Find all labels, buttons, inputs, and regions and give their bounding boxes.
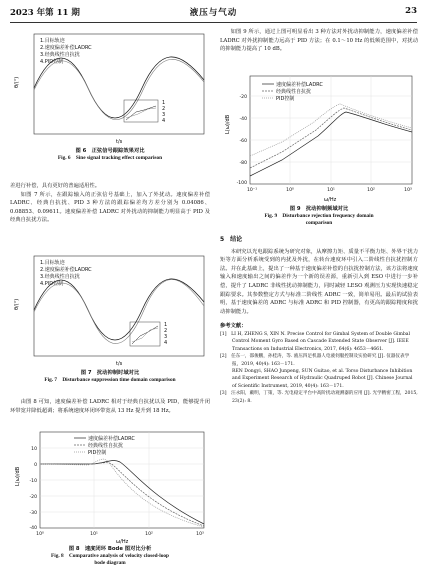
fig9-caption-en-1: Fig. 9 Disturbance rejection frequency domain <box>264 213 374 219</box>
fig8-legend-2: 经典线性自抗扰 <box>88 443 124 449</box>
fig7-plot <box>12 252 208 370</box>
fig9-ytick-2: -40 <box>239 117 247 122</box>
fig9-legend-3: PID控制 <box>276 96 295 102</box>
fig8-ytick-4: -20 <box>29 495 37 500</box>
fig9-xtick-4: 10² <box>367 188 375 193</box>
right-text-block-1 <box>220 28 418 54</box>
fig6-callout-3: 3 <box>162 112 166 118</box>
fig9-ylabel: L(ω)/dB <box>225 114 231 134</box>
conclusion-paragraph: 本研究以光电跟踪系统为研究对象，从摩擦力矩、质量不平衡力矩、外界干扰力矩等方面分析系统受到的内扰及外扰，在转台速度环中引入二阶线性自抗扰控制方法。并在此基础上，提出了一种基于速度偏差补偿的自抗扰控制方法，该方法将速度输入和速度输出之间的偏差作为一个新的误差源，重新引入到 ESO 中进行一步补偿，提升了 LADRC 非线性扰动抑制能力，同时减轻 LESO 观测压力实现快速稳定跟踪要求。其参数整定方式与标准二阶线性 ADRC 一致，简单易用。最后的试验表明，基于速度偏差的 ADRC 与标准 ADRC 和 PID 控制器，有更高的跟踪精度和扰动抑制能力。 <box>220 248 418 315</box>
fig8-ytick-3: -10 <box>29 479 37 484</box>
fig8-xtick-3: 10² <box>145 532 153 537</box>
page-header <box>10 6 417 20</box>
references-heading: 参考文献： <box>220 323 247 330</box>
left-paragraph-2: 如图 7 所示，在跟踪输入的正弦信号基础上，加入了外扰动。速度偏差补偿 LADRC、经典自抗扰、PID 3 种方法的跟踪偏差均方差分别为 0.04086、0.08853、0.09611。速度偏差补偿 LADRC 对外扰动的抑制能力明显高于 PID 及经典自抗扰方法。 <box>10 191 210 224</box>
fig6-legend-1: 1.目标轨迹 <box>40 38 65 44</box>
fig7-zoom-box <box>130 322 160 346</box>
fig7-legend-2: 2.速度偏差补偿LADRC <box>40 267 92 273</box>
fig7-callout-4: 4 <box>164 340 168 346</box>
fig7-legend-1: 1.目标轨迹 <box>40 260 65 266</box>
fig9-ytick-4: -80 <box>239 161 247 166</box>
fig8-plot <box>12 428 208 546</box>
fig6-callout-1: 1 <box>162 100 166 106</box>
issue-label: 2023 年第 11 期 <box>10 8 80 18</box>
fig9-legend-2: 经典线性自抗扰 <box>276 89 312 95</box>
fig8-legend-3: PID控制 <box>88 450 107 456</box>
reference-1: [1] LI H, ZHENG S, XIN N. Precise Control for Gimbal System of Double Gimbal Control Moment Gyro Based on Cascade Extended State Observer [J]. IEEE Transactions on Industrial Electronics, 2017, 64(6): 4653－4661. <box>220 331 410 352</box>
fig9-ytick-1: -20 <box>239 95 247 100</box>
fig7-callout-1: 1 <box>164 322 168 328</box>
fig7-caption-cn: 图 7 扰动抑制时域对比 <box>80 370 140 376</box>
fig9-caption-en-2: comparison <box>305 220 333 226</box>
fig9-xtick-2: 10⁰ <box>286 188 294 193</box>
fig7-caption-en: Fig. 7 Disturbance suppression time domain comparison <box>44 377 176 383</box>
fig8-ylabel: L(ω)/dB <box>15 466 21 486</box>
fig9-legend-1: 速度偏差补偿LADRC <box>276 82 323 88</box>
fig7-target-curve <box>34 279 204 340</box>
fig8-pid-curve <box>40 459 204 527</box>
fig7-callout-3: 3 <box>164 334 168 340</box>
fig6-target-curve <box>34 57 204 118</box>
fig7-legend-4: 4.PID控制 <box>40 281 64 287</box>
fig8-ytick-1: 10 <box>31 447 37 452</box>
left-text-block-1 <box>10 182 210 225</box>
fig6-plot <box>12 30 208 148</box>
fig9-xtick-5: 10³ <box>404 188 412 193</box>
fig9-xtick-1: 10⁻¹ <box>246 188 258 193</box>
fig8-xtick-2: 10¹ <box>90 532 98 537</box>
fig8-xtick-1: 10⁰ <box>36 532 44 537</box>
left-paragraph-3: 由图 8 可知，速度偏差补偿 LADRC 相对于经典自抗扰以及 PID，能够提升闭环带宽并降低超调；将系统速度环闭环带宽从 13 Hz 提升到 18 Hz。 <box>10 399 210 414</box>
fig8-caption-cn: 图 8 速度闭环 Bode 图对比分析 <box>68 546 152 552</box>
left-text-block-2 <box>10 398 210 415</box>
fig8-ytick-6: -40 <box>29 526 37 531</box>
right-paragraph-1: 如图 9 所示，通过上图可明显看出 3 种方法对外扰动抑制能力，速度偏差补偿 LADRC 对外扰抑制能力远高于 PID 方法；在 0.1～10 Hz 的低频范围中，对扰动的抑制能力提高了 10 dB。 <box>220 29 418 53</box>
fig6-ladrc-curve <box>34 59 204 119</box>
fig8-caption-en-2: bode diagram <box>94 560 126 566</box>
journal-title: 液压与气动 <box>189 8 238 18</box>
fig6-ylabel: θ/(°) <box>14 76 20 88</box>
fig9-caption-cn: 图 9 扰动抑制频域对比 <box>289 206 349 212</box>
fig6-caption-cn: 图 6 正弦信号跟踪效果对比 <box>75 148 145 154</box>
fig6-caption-en: Fig. 6 Sine signal tracking effect comparison <box>57 155 163 161</box>
fig9-ytick-5: -100 <box>236 181 247 186</box>
fig6-legend-2: 2.速度偏差补偿LADRC <box>40 45 92 51</box>
fig6-callout-2: 2 <box>162 106 166 112</box>
fig8-xtick-4: 10³ <box>196 532 204 537</box>
fig6-xlabel: t/s <box>116 139 123 145</box>
section-5-heading: 5 结论 <box>220 236 243 243</box>
fig7-callout-2: 2 <box>164 328 168 334</box>
figure-8 <box>12 428 208 567</box>
fig9-plot <box>222 72 416 206</box>
fig7-legend-3: 3.经典线性自抗扰 <box>40 274 80 280</box>
fig6-legend-4: 4.PID控制 <box>40 59 64 65</box>
page-number: 23 <box>405 6 417 16</box>
fig9-xlabel: ω/Hz <box>324 197 337 203</box>
figure-9 <box>222 72 416 227</box>
fig8-xlabel: ω/Hz <box>116 539 129 545</box>
fig7-ylabel: θ/(°) <box>14 298 20 310</box>
fig8-ladrc-curve <box>40 460 204 524</box>
fig7-ladrc-curve <box>34 280 204 344</box>
right-text-block-2 <box>220 236 418 405</box>
reference-2-en: REN Dongyi, SHAO Junpeng, SUN Guitao, et al. Torso Disturbance Inhibition and Experiment Research of Hydraulic Quadruped Robot [J]. Chinese Journal of Scientific Instrument, 2019, 40(4): 163－171. <box>232 368 413 389</box>
header-rule <box>10 22 417 23</box>
fig8-legend-1: 速度偏差补偿LADRC <box>88 436 135 442</box>
fig8-ytick-5: -30 <box>29 511 37 516</box>
reference-2: [2] 任东一，邵俊鹏，孙桂涛，等. 液压四足机器人电液伺服控制及实验研究 [J]. 仪器仪表学报，2019, 40(4): 163－171. <box>220 354 410 367</box>
fig8-caption-en-1: Fig. 8 Comparative analysis of velocity closed-loop <box>51 553 169 559</box>
left-paragraph-1: 差进行补偿，具有更好的普遍适用性。 <box>10 183 101 189</box>
fig6-legend-3: 3.经典线性自抗扰 <box>40 52 80 58</box>
reference-3: [3] 汪永阳，戴明，丁策，等. 光电稳定平台中高阶扰动观测器的应用 [J]. 光学精密工程，2015, 23(2): 8. <box>220 391 418 404</box>
fig8-ytick-2: 0 <box>34 463 37 468</box>
figure-6 <box>12 30 208 162</box>
fig6-callout-4: 4 <box>162 118 166 124</box>
figure-7 <box>12 252 208 384</box>
fig9-xtick-3: 10¹ <box>327 188 335 193</box>
fig8-classic-curve <box>40 463 204 526</box>
fig9-ytick-3: -60 <box>239 139 247 144</box>
fig7-xlabel: t/s <box>116 361 123 367</box>
